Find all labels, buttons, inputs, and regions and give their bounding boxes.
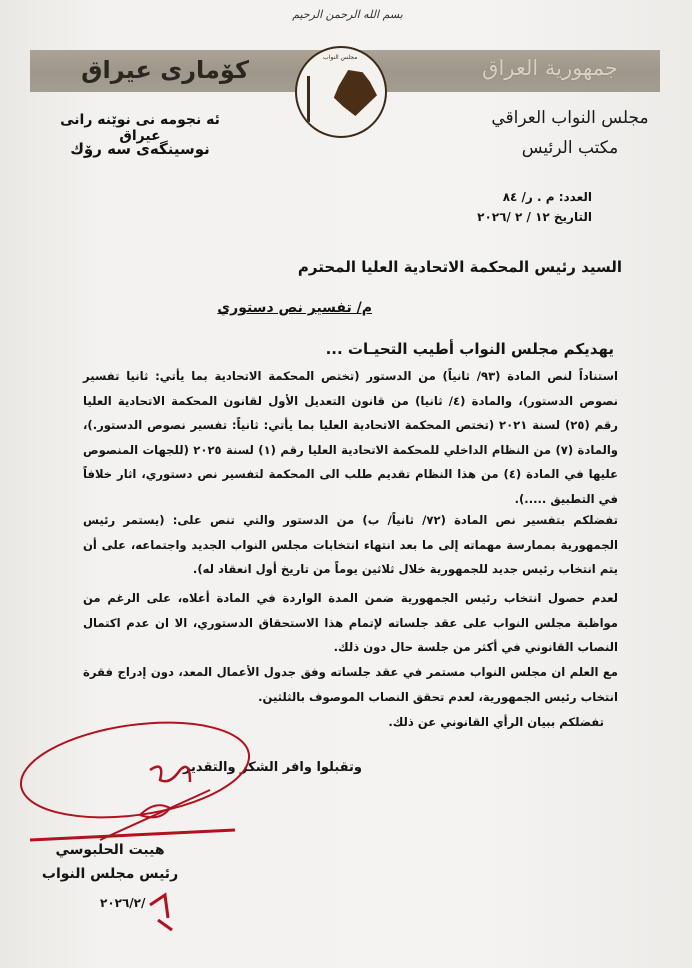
addressee: السيد رئيس المحكمة الاتحادية العليا المحترم xyxy=(297,258,622,276)
greeting: يهديكم مجلس النواب أطيب التحيـات ... xyxy=(325,340,614,358)
signature-date: ٢٠٢٦/٢/ xyxy=(100,896,146,910)
arabic-subtitle-1: مجلس النواب العراقي xyxy=(491,108,649,128)
number-label: العدد: xyxy=(558,190,592,204)
signature-scribble xyxy=(150,767,190,782)
signatory-title: رئيس مجلس النواب xyxy=(41,866,179,882)
banner-arabic-title: جمهورية العراق xyxy=(482,56,618,80)
subject-line: م/ تفسير نص دستوري xyxy=(217,300,372,316)
handwritten-day xyxy=(150,895,172,930)
paragraph-4: مع العلم ان مجلس النواب مستمر في عقد جلساته وفق جدول الأعمال المعد، دون إدراج فقرة انتخاب رئيس الجمهورية، لعدم تحقق النصاب الموصوف بالثلثين. xyxy=(83,665,618,704)
paragraph-1: استناداً لنص المادة (٩٣/ ثانياً) من الدستور (تختص المحكمة الاتحادية بما يأتي: ثانيا تفسير نصوص الدستور)، والمادة (٤/ ثانيا) من قانون التعديل الأول لقانون المحكمة الاتحادية العليا رقم (٢٥) لسنة ٢٠٢١ (تختص المحكمة الاتحادية العليا بما يأتي: ثانياً: تفسير نصوص الدستور.)، والمادة (٧) من النظام الداخلي للمحكمة الاتحادية العليا رقم (١) لسنة ٢٠٢٥ (للجهات المنصوص عليها في المادة (٤) من هذا النظام تقديم طلب الى المحكمة لتفسير نص دستوري، اثار خلافاً في التطبيق .....). xyxy=(83,369,618,506)
kurdish-subtitle-1: ئه نجومه نی نوێنه رانی عیراق xyxy=(60,112,220,144)
paragraph-3: لعدم حصول انتخاب رئيس الجمهورية ضمن المدة الواردة في المادة أعلاه، على الرغم من مواظبة مجلس النواب على عقد جلساته لإتمام هذا الاستحقاق الدستوري، الا ان عدم اكتمال النصاب القانوني في أكثر من جلسة حال دون ذلك. xyxy=(83,591,618,655)
arabic-subtitle-2: مكتب الرئيس xyxy=(521,138,619,158)
paragraph-5: تفضلكم ببيان الرأي القانوني عن ذلك. xyxy=(388,715,604,729)
closing-line: وتقبلوا وافر الشكر والتقدير xyxy=(182,760,362,775)
signature-underline xyxy=(30,830,235,840)
signature-loop xyxy=(15,709,255,830)
date-label: التاريخ xyxy=(553,210,592,224)
kurdish-subtitle-2: نوسینگه‌ی سه رۆك xyxy=(70,140,210,158)
emblem-text: مجلس النواب xyxy=(323,54,358,61)
number-value: م . ر/ ٨٤ xyxy=(502,190,555,204)
basmala: بسم الله الرحمن الرحيم xyxy=(292,8,403,21)
date-value: ١٢ / ٢ /٢٠٢٦ xyxy=(477,210,550,224)
paragraph-2: تفضلكم بتفسير نص المادة (٧٢/ ثانياً/ ب) من الدستور والتي تنص على: (يستمر رئيس الجمهورية بممارسة مهماته إلى ما بعد انتهاء انتخابات مجلس النواب الجديد واجتماعه، على أن يتم انتخاب رئيس جديد للجمهورية خلال ثلاثين يوماً من تاريخ أول انعقاد له). xyxy=(83,513,618,577)
banner-kurdish-title: كۆماری عیراق xyxy=(81,56,249,84)
signatory-name: هيبت الحلبوسي xyxy=(55,842,165,858)
